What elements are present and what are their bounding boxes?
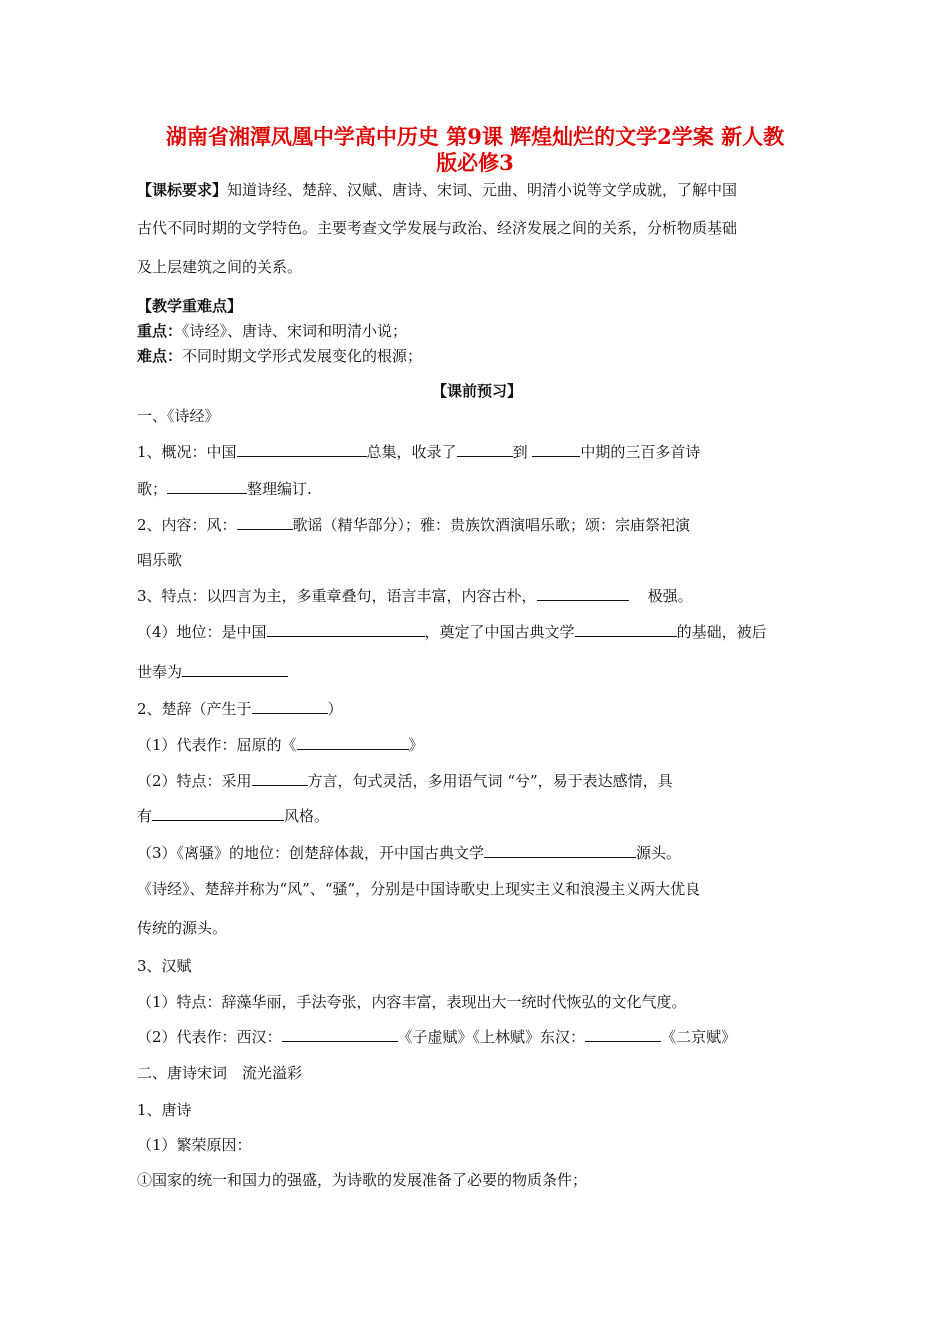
text-segment: （3）《离骚》的地位：创楚辞体裁，开中国古典文学 bbox=[137, 844, 485, 862]
text-segment: ，奠定了中国古典文学 bbox=[424, 623, 575, 641]
fill-blank[interactable] bbox=[152, 806, 284, 821]
text-segment: 1、概况：中国 bbox=[137, 443, 237, 461]
text-segment: 极强。 bbox=[647, 587, 693, 605]
text-segment: 歌谣（精华部分）；雅：贵族饮酒演唱乐歌；颂：宗庙祭祀演 bbox=[292, 516, 691, 534]
text-segment: 》 bbox=[408, 736, 424, 754]
keypoints-heading: 【教学重难点】 bbox=[137, 297, 243, 315]
text-segment: 风格。 bbox=[284, 807, 330, 825]
keypoints-hard-line bbox=[137, 346, 827, 366]
section-tang-song: 二、唐诗宋词 流光溢彩 bbox=[137, 1064, 303, 1082]
tang-prosperity-reasons: （1）繁荣原因： bbox=[137, 1136, 252, 1154]
chuci-work-line bbox=[137, 735, 827, 755]
key-text: 《诗经》、唐诗、宋词和明清小说； bbox=[182, 322, 408, 340]
fill-blank[interactable] bbox=[252, 699, 328, 714]
fill-blank[interactable] bbox=[167, 479, 247, 494]
document-title-line-1: 湖南省湘潭凤凰中学高中历史 第9课 辉煌灿烂的文学2学案 新人教 bbox=[165, 124, 785, 149]
fill-blank[interactable] bbox=[532, 442, 580, 457]
key-label: 重点： bbox=[137, 322, 183, 340]
text-segment: （2）特点：采用 bbox=[137, 772, 252, 790]
text-segment: 3、特点：以四言为主，多重章叠句，语言丰富，内容古朴， bbox=[137, 587, 537, 605]
text-segment: 2、内容：风： bbox=[137, 516, 237, 534]
hanfu-features-line: （1）特点：辞藻华丽，手法夸张，内容丰富，表现出大一统时代恢弘的文化气度。 bbox=[137, 993, 687, 1011]
shijing-status-line bbox=[137, 622, 827, 642]
preview-heading: 【课前预习】 bbox=[431, 382, 522, 400]
text-segment: 中期的三百多首诗 bbox=[580, 443, 701, 461]
text-segment: 《子虚赋》《上林赋》东汉： bbox=[397, 1028, 586, 1046]
fill-blank[interactable] bbox=[575, 622, 677, 637]
text-segment: 歌； bbox=[137, 480, 168, 498]
fill-blank[interactable] bbox=[237, 442, 367, 457]
text-segment: 有 bbox=[137, 807, 153, 825]
chuci-features-line bbox=[137, 771, 827, 791]
text-segment: 世奉为 bbox=[137, 663, 183, 681]
text-segment: 到 bbox=[512, 443, 528, 461]
fill-blank[interactable] bbox=[585, 1027, 661, 1042]
text-segment: （1）代表作：屈原的《 bbox=[137, 736, 297, 754]
tang-reason-1: ①国家的统一和国力的强盛，为诗歌的发展准备了必要的物质条件； bbox=[137, 1171, 588, 1189]
fill-blank[interactable] bbox=[237, 515, 293, 530]
shijing-content-line-2: 唱乐歌 bbox=[137, 551, 183, 569]
keypoints-key-line bbox=[137, 321, 827, 341]
shijing-status-line-2 bbox=[137, 662, 827, 682]
shijing-content-line bbox=[137, 515, 827, 535]
hard-text: 不同时期文学形式发展变化的根源； bbox=[182, 347, 423, 365]
fill-blank[interactable] bbox=[537, 586, 629, 601]
standard-paragraph-line-1 bbox=[137, 180, 827, 200]
standard-label: 【课标要求】 bbox=[137, 181, 228, 199]
text-segment: 《二京赋》 bbox=[661, 1028, 737, 1046]
hanfu-works-line bbox=[137, 1027, 827, 1047]
text-segment: ） bbox=[327, 700, 343, 718]
standard-text-3: 及上层建筑之间的关系。 bbox=[137, 258, 303, 276]
fill-blank[interactable] bbox=[252, 771, 308, 786]
fill-blank[interactable] bbox=[457, 442, 513, 457]
section-hanfu: 3、汉赋 bbox=[137, 957, 192, 975]
fill-blank[interactable] bbox=[282, 1027, 398, 1042]
fill-blank[interactable] bbox=[297, 735, 409, 750]
text-segment: 源头。 bbox=[636, 844, 682, 862]
fill-blank[interactable] bbox=[484, 843, 636, 858]
text-segment: （4）地位：是中国 bbox=[137, 623, 267, 641]
fengsao-line-2: 传统的源头。 bbox=[137, 919, 228, 937]
text-segment: （2）代表作：西汉： bbox=[137, 1028, 282, 1046]
section-shijing: 一、《诗经》 bbox=[137, 407, 220, 425]
document-title-line-2: 版必修3 bbox=[436, 150, 514, 175]
hard-label: 难点： bbox=[137, 347, 183, 365]
text-segment: 方言，句式灵活，多用语气词 “兮”，易于表达感情，具 bbox=[307, 772, 673, 790]
fill-blank[interactable] bbox=[182, 662, 288, 677]
lisao-status-line bbox=[137, 843, 827, 863]
standard-text-2: 古代不同时期的文学特色。主要考查文学发展与政治、经济发展之间的关系，分析物质基础 bbox=[137, 219, 738, 237]
shijing-features-line bbox=[137, 586, 827, 606]
section-chuci bbox=[137, 699, 827, 719]
text-segment: 2、楚辞（产生于 bbox=[137, 700, 252, 718]
text-segment: 总集，收录了 bbox=[366, 443, 457, 461]
chuci-features-line-2 bbox=[137, 806, 827, 826]
fengsao-line: 《诗经》、楚辞并称为“风”、“骚”，分别是中国诗歌史上现实主义和浪漫主义两大优良 bbox=[137, 880, 701, 898]
fill-blank[interactable] bbox=[267, 622, 425, 637]
shijing-overview-line bbox=[137, 442, 827, 462]
text-segment: 整理编订. bbox=[247, 480, 312, 498]
standard-text-1: 知道诗经、楚辞、汉赋、唐诗、宋词、元曲、明清小说等文学成就，了解中国 bbox=[227, 181, 738, 199]
shijing-overview-line-2 bbox=[137, 479, 827, 499]
tang-poetry-heading: 1、唐诗 bbox=[137, 1101, 192, 1119]
text-segment: 的基础，被后 bbox=[676, 623, 767, 641]
